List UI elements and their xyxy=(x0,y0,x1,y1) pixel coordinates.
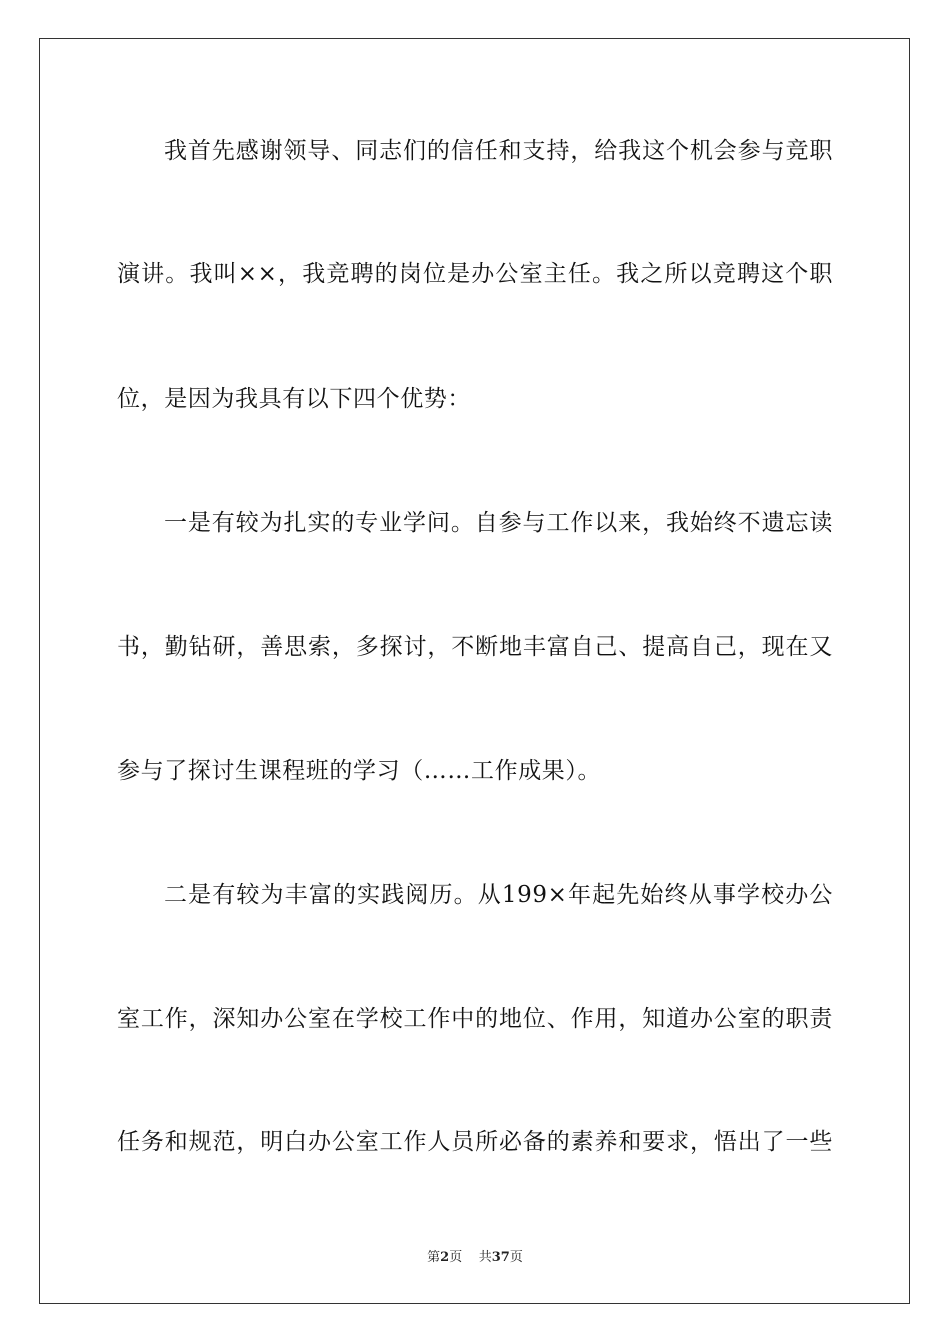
footer-page-suffix: 页 xyxy=(449,1250,463,1265)
paragraph-line: 参与了探讨生课程班的学习（……工作成果）。 xyxy=(117,758,602,784)
footer-total-pages: 37 xyxy=(491,1250,510,1265)
paragraph-line: 室工作，深知办公室在学校工作中的地位、作用，知道办公室的职责 xyxy=(117,1006,833,1032)
paragraph-line: 书，勤钻研，善思索，多探讨，不断地丰富自己、提高自己，现在又 xyxy=(117,634,833,660)
footer-page-prefix: 第 xyxy=(427,1250,441,1265)
paragraph-line: 演讲。我叫××，我竞聘的岗位是办公室主任。我之所以竞聘这个职 xyxy=(117,261,833,287)
paragraph-line: 位，是因为我具有以下四个优势： xyxy=(117,386,471,412)
paragraph-line: 一是有较为扎实的专业学问。自参与工作以来，我始终不遗忘读 xyxy=(164,510,833,536)
page-footer xyxy=(0,1249,950,1267)
paragraph-line: 我首先感谢领导、同志们的信任和支持，给我这个机会参与竞职 xyxy=(164,138,833,164)
paragraph-line: 任务和规范，明白办公室工作人员所必备的素养和要求，悟出了一些 xyxy=(117,1129,833,1155)
footer-total-prefix: 共 xyxy=(478,1250,492,1265)
page-border xyxy=(39,38,910,1304)
footer-total-suffix: 页 xyxy=(509,1250,523,1265)
paragraph-line: 二是有较为丰富的实践阅历。从199×年起先始终从事学校办公 xyxy=(164,882,833,908)
footer-page-number: 2 xyxy=(440,1250,450,1265)
